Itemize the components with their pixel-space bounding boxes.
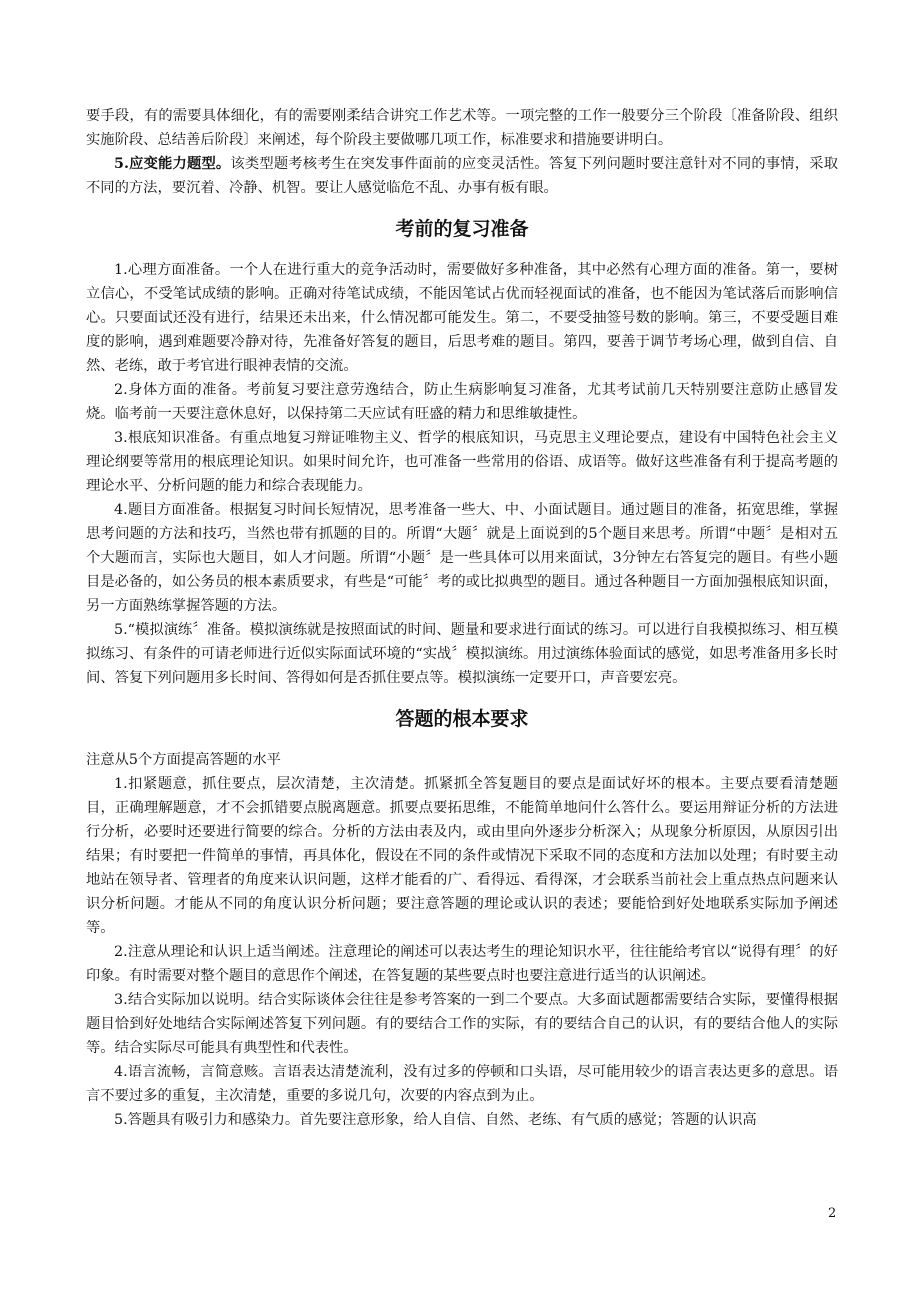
- paragraph: 4.语言流畅，言简意赅。言语表达清楚流利，没有过多的停顿和口头语，尽可能用较少的语言表达更多的意思。语言不要过多的重复，主次清楚，重要的多说几句，次要的内容点到为止。: [86, 1064, 838, 1104]
- paragraph: 2.身体方面的准备。考前复习要注意劳逸结合，防止生病影响复习准备，尤其考试前几天特别要注意防止感冒发烧。临考前一天要注意休息好，以保持第二天应试有旺盛的精力和思维敏捷性。: [86, 382, 838, 422]
- section-intro: 注意从5个方面提高答题的水平: [86, 752, 281, 768]
- paragraph-body: 该类型题考核考生在突发事件面前的应变灵活性。答复下列问题时要注意针对不同的事情，采取不同的方法，要沉着、冷静、机智。要让人感觉临危不乱、办事有板有眼。: [86, 156, 838, 196]
- paragraph-adaptability: [86, 152, 838, 200]
- paragraph: 5.答题具有吸引力和感染力。首先要注意形象，给人自信、自然、老练、有气质的感觉；答题的认识高: [114, 1112, 757, 1128]
- paragraph-lead: 5.应变能力题型。: [114, 156, 231, 172]
- section-title-review-prep: 考前的复习准备: [395, 218, 529, 240]
- paragraph: 4.题目方面准备。根据复习时间长短情况，思考准备一些大、中、小面试题目。通过题目的准备，拓宽思维，掌握思考问题的方法和技巧，当然也带有抓题的目的。所谓“大题〞就是上面说到的5个题目来思考。所谓“中题〞是相对五个大题而言，实际也大题目，如人才问题。所谓“小题〞是一些具体可以用来面试，3分钟左右答复完的题目。有些小题目是必备的，如公务员的根本素质要求，有些是“可能〞考的或比拟典型的题目。通过各种题目一方面加强根底知识面，另一方面熟练掌握答题的方法。: [86, 502, 838, 614]
- paragraph: 1.扣紧题意，抓住要点，层次清楚，主次清楚。抓紧抓全答复题目的要点是面试好坏的根本。主要点要看清楚题目，正确理解题意，才不会抓错要点脱离题意。抓要点要拓思维，不能简单地问什么答什么。要运用辩证分析的方法进行分析，必要时还要进行简要的综合。分析的方法由表及内，或由里向外逐步分析深入；从现象分析原因，从原因引出结果；有时要把一件简单的事情，再具体化，假设在不同的条件或情况下采取不同的态度和方法加以处理；有时要主动地站在领导者、管理者的角度来认识问题，这样才能看的广、看得远、看得深，才会联系当前社会上重点热点问题来认识分析问题。才能从不同的角度认识分析问题；要注意答题的理论或认识的表述；要能恰到好处地联系实际加予阐述等。: [86, 776, 838, 936]
- page-number: 2: [828, 1206, 837, 1221]
- paragraph: 3.结合实际加以说明。结合实际谈体会往往是参考答案的一到二个要点。大多面试题都需要结合实际，要懂得根据题目恰到好处地结合实际阐述答复下列问题。有的要结合工作的实际，有的要结合自己的认识，有的要结合他人的实际等。结合实际尽可能具有典型性和代表性。: [86, 992, 838, 1056]
- paragraph: 5.“模拟演练〞准备。模拟演练就是按照面试的时间、题量和要求进行面试的练习。可以进行自我模拟练习、相互模拟练习、有条件的可请老师进行近似实际面试环境的“实战〞模拟演练。用过演练体验面试的感觉，如思考准备用多长时间、答复下列问题用多长时间、答得如何是否抓住要点等。模拟演练一定要开口，声音要宏亮。: [86, 622, 838, 686]
- paragraph: 2.注意从理论和认识上适当阐述。注意理论的阐述可以表达考生的理论知识水平，往往能给考官以“说得有理〞的好印象。有时需要对整个题目的意思作个阐述，在答复题的某些要点时也要注意进行适当的认识阐述。: [86, 944, 838, 984]
- paragraph: 1.心理方面准备。一个人在进行重大的竞争活动时，需要做好多种准备，其中必然有心理方面的准备。第一，要树立信心，不受笔试成绩的影响。正确对待笔试成绩，不能因笔试占优而轻视面试的准备，也不能因为笔试落后而影响信心。只要面试还没有进行，结果还未出来，什么情况都可能发生。第二，不要受抽签号数的影响。第三，不要受题目难度的影响，遇到难题要冷静对待，先准备好答复的题目，后思考难的题目。第四，要善于调节考场心理，做到自信、自然、老练，敢于考官进行眼神表情的交流。: [86, 262, 838, 374]
- paragraph: 3.根底知识准备。有重点地复习辩证唯物主义、哲学的根底知识，马克思主义理论要点，建设有中国特色社会主义理论纲要等常用的根底理论知识。如果时间允许，也可准备一些常用的俗语、成语等。做好这些准备有利于提高考题的理论水平、分析问题的能力和综合表现能力。: [86, 430, 838, 494]
- section-title-answer-requirements: 答题的根本要求: [395, 708, 529, 730]
- paragraph-continuation: 要手段，有的需要具体细化，有的需要刚柔结合讲究工作艺术等。一项完整的工作一般要分三个阶段〔准备阶段、组织实施阶段、总结善后阶段〕来阐述，每个阶段主要做哪几项工作，标准要求和措施要讲明白。: [86, 108, 838, 148]
- document-page: [86, 104, 838, 1132]
